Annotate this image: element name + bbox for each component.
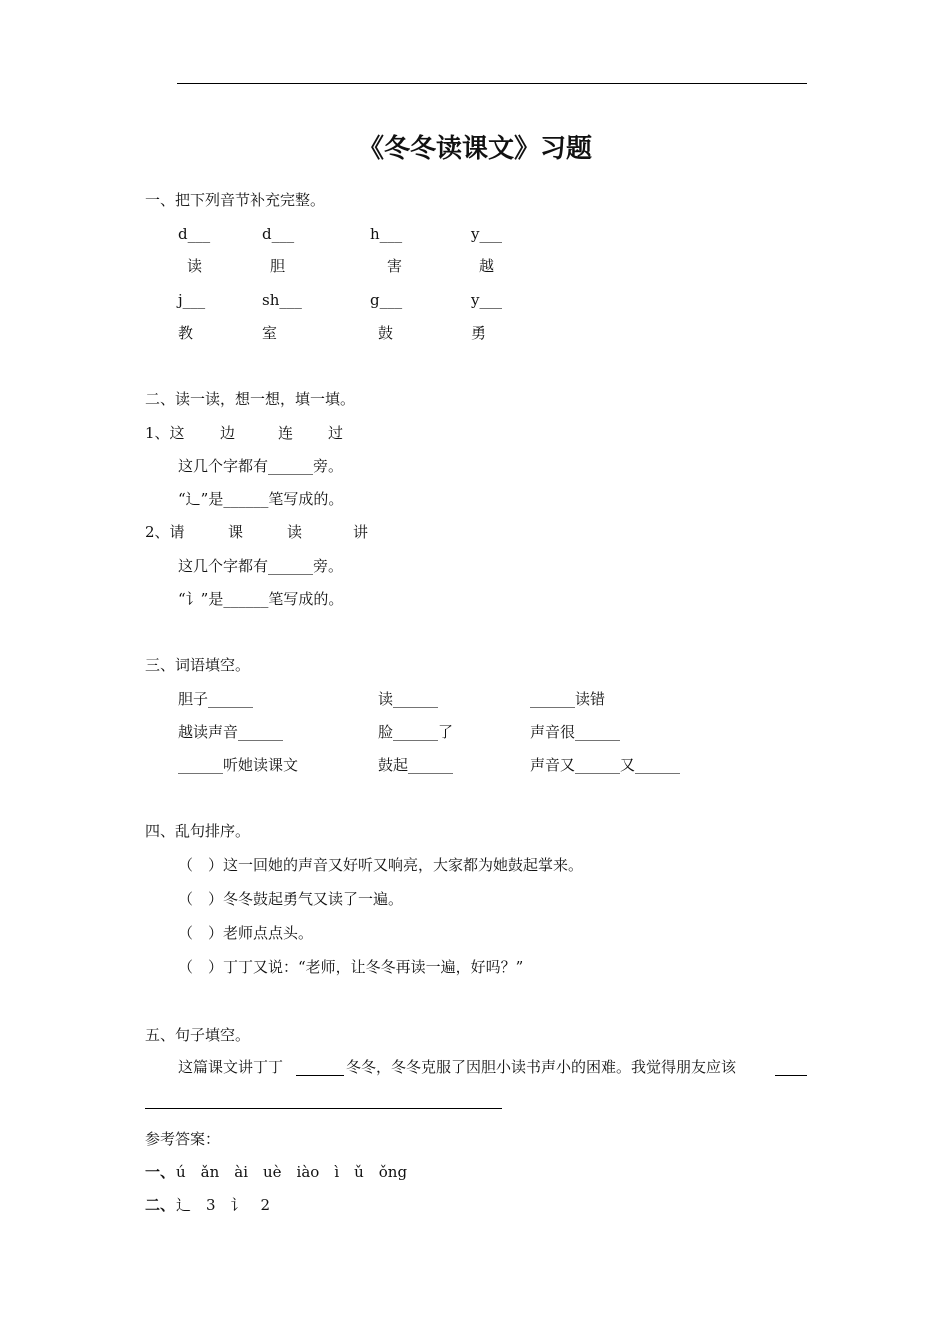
pinyin-blank: h___: [370, 225, 403, 243]
ordering-item: （ ）冬冬鼓起勇气又读了一遍。: [178, 890, 404, 908]
section-3-heading: 三、词语填空。: [145, 656, 251, 674]
answer-1-label: 一、: [145, 1163, 176, 1181]
word-fill: 鼓起______: [378, 756, 454, 774]
answer-1-text: ú ǎn ài uè iào ì ǔ ǒng: [176, 1163, 408, 1181]
hanzi: 读: [287, 523, 303, 541]
ordering-item: （ ）丁丁又说：“老师，让冬冬再读一遍，好吗？”: [178, 958, 524, 976]
fill-line: “讠”是______笔写成的。: [178, 590, 344, 608]
section-2-heading: 二、读一读，想一想，填一填。: [145, 390, 356, 408]
pinyin-blank: y___: [471, 291, 502, 309]
sentence-part-2: 冬冬，冬冬克服了因胆小读书声小的困难。我觉得朋友应该: [346, 1058, 737, 1076]
answers-heading: 参考答案：: [145, 1130, 221, 1148]
sentence-blank-1: [296, 1075, 344, 1076]
answer-2-text: 辶 3 讠 2: [176, 1196, 271, 1214]
word-fill: ______听她读课文: [178, 756, 299, 774]
word-fill: 胆子______: [178, 690, 254, 708]
sentence-blank-2: [775, 1075, 807, 1076]
pinyin-blank: y___: [471, 225, 502, 243]
hanzi: 课: [228, 523, 244, 541]
word-fill: 脸______了: [378, 723, 454, 741]
hanzi: 勇: [471, 324, 487, 342]
pinyin-blank: d___: [262, 225, 295, 243]
section-5-heading: 五、句子填空。: [145, 1026, 251, 1044]
question-1-prefix: 1、这: [145, 424, 185, 442]
pinyin-blank: sh___: [262, 291, 302, 309]
sentence-part-1: 这篇课文讲丁丁: [178, 1058, 284, 1076]
hanzi: 读: [187, 257, 203, 275]
hanzi: 教: [178, 324, 194, 342]
answer-2-label: 二、: [145, 1196, 176, 1214]
header-rule: [177, 83, 807, 84]
word-fill: 声音很______: [530, 723, 621, 741]
question-2-prefix: 2、请: [145, 523, 185, 541]
fill-line: “辶”是______笔写成的。: [178, 490, 344, 508]
word-fill: 声音又______又______: [530, 756, 681, 774]
hanzi: 连: [278, 424, 294, 442]
hanzi: 鼓: [378, 324, 394, 342]
ordering-item: （ ）这一回她的声音又好听又响亮，大家都为她鼓起掌来。: [178, 856, 584, 874]
pinyin-blank: g___: [370, 291, 403, 309]
page-title: 《冬冬读课文》习题: [357, 134, 592, 164]
fill-line: 这几个字都有______旁。: [178, 457, 344, 475]
sentence-blank-3: [145, 1108, 502, 1109]
word-fill: 越读声音______: [178, 723, 284, 741]
fill-line: 这几个字都有______旁。: [178, 557, 344, 575]
pinyin-blank: j___: [178, 291, 206, 309]
word-fill: 读______: [378, 690, 439, 708]
hanzi: 胆: [270, 257, 286, 275]
section-1-heading: 一、把下列音节补充完整。: [145, 191, 326, 209]
hanzi: 越: [479, 257, 495, 275]
hanzi: 边: [220, 424, 236, 442]
pinyin-blank: d___: [178, 225, 211, 243]
hanzi: 害: [387, 257, 403, 275]
hanzi: 讲: [353, 523, 369, 541]
hanzi: 室: [262, 324, 278, 342]
ordering-item: （ ）老师点点头。: [178, 924, 314, 942]
hanzi: 过: [328, 424, 344, 442]
word-fill: ______读错: [530, 690, 606, 708]
section-4-heading: 四、乱句排序。: [145, 822, 251, 840]
